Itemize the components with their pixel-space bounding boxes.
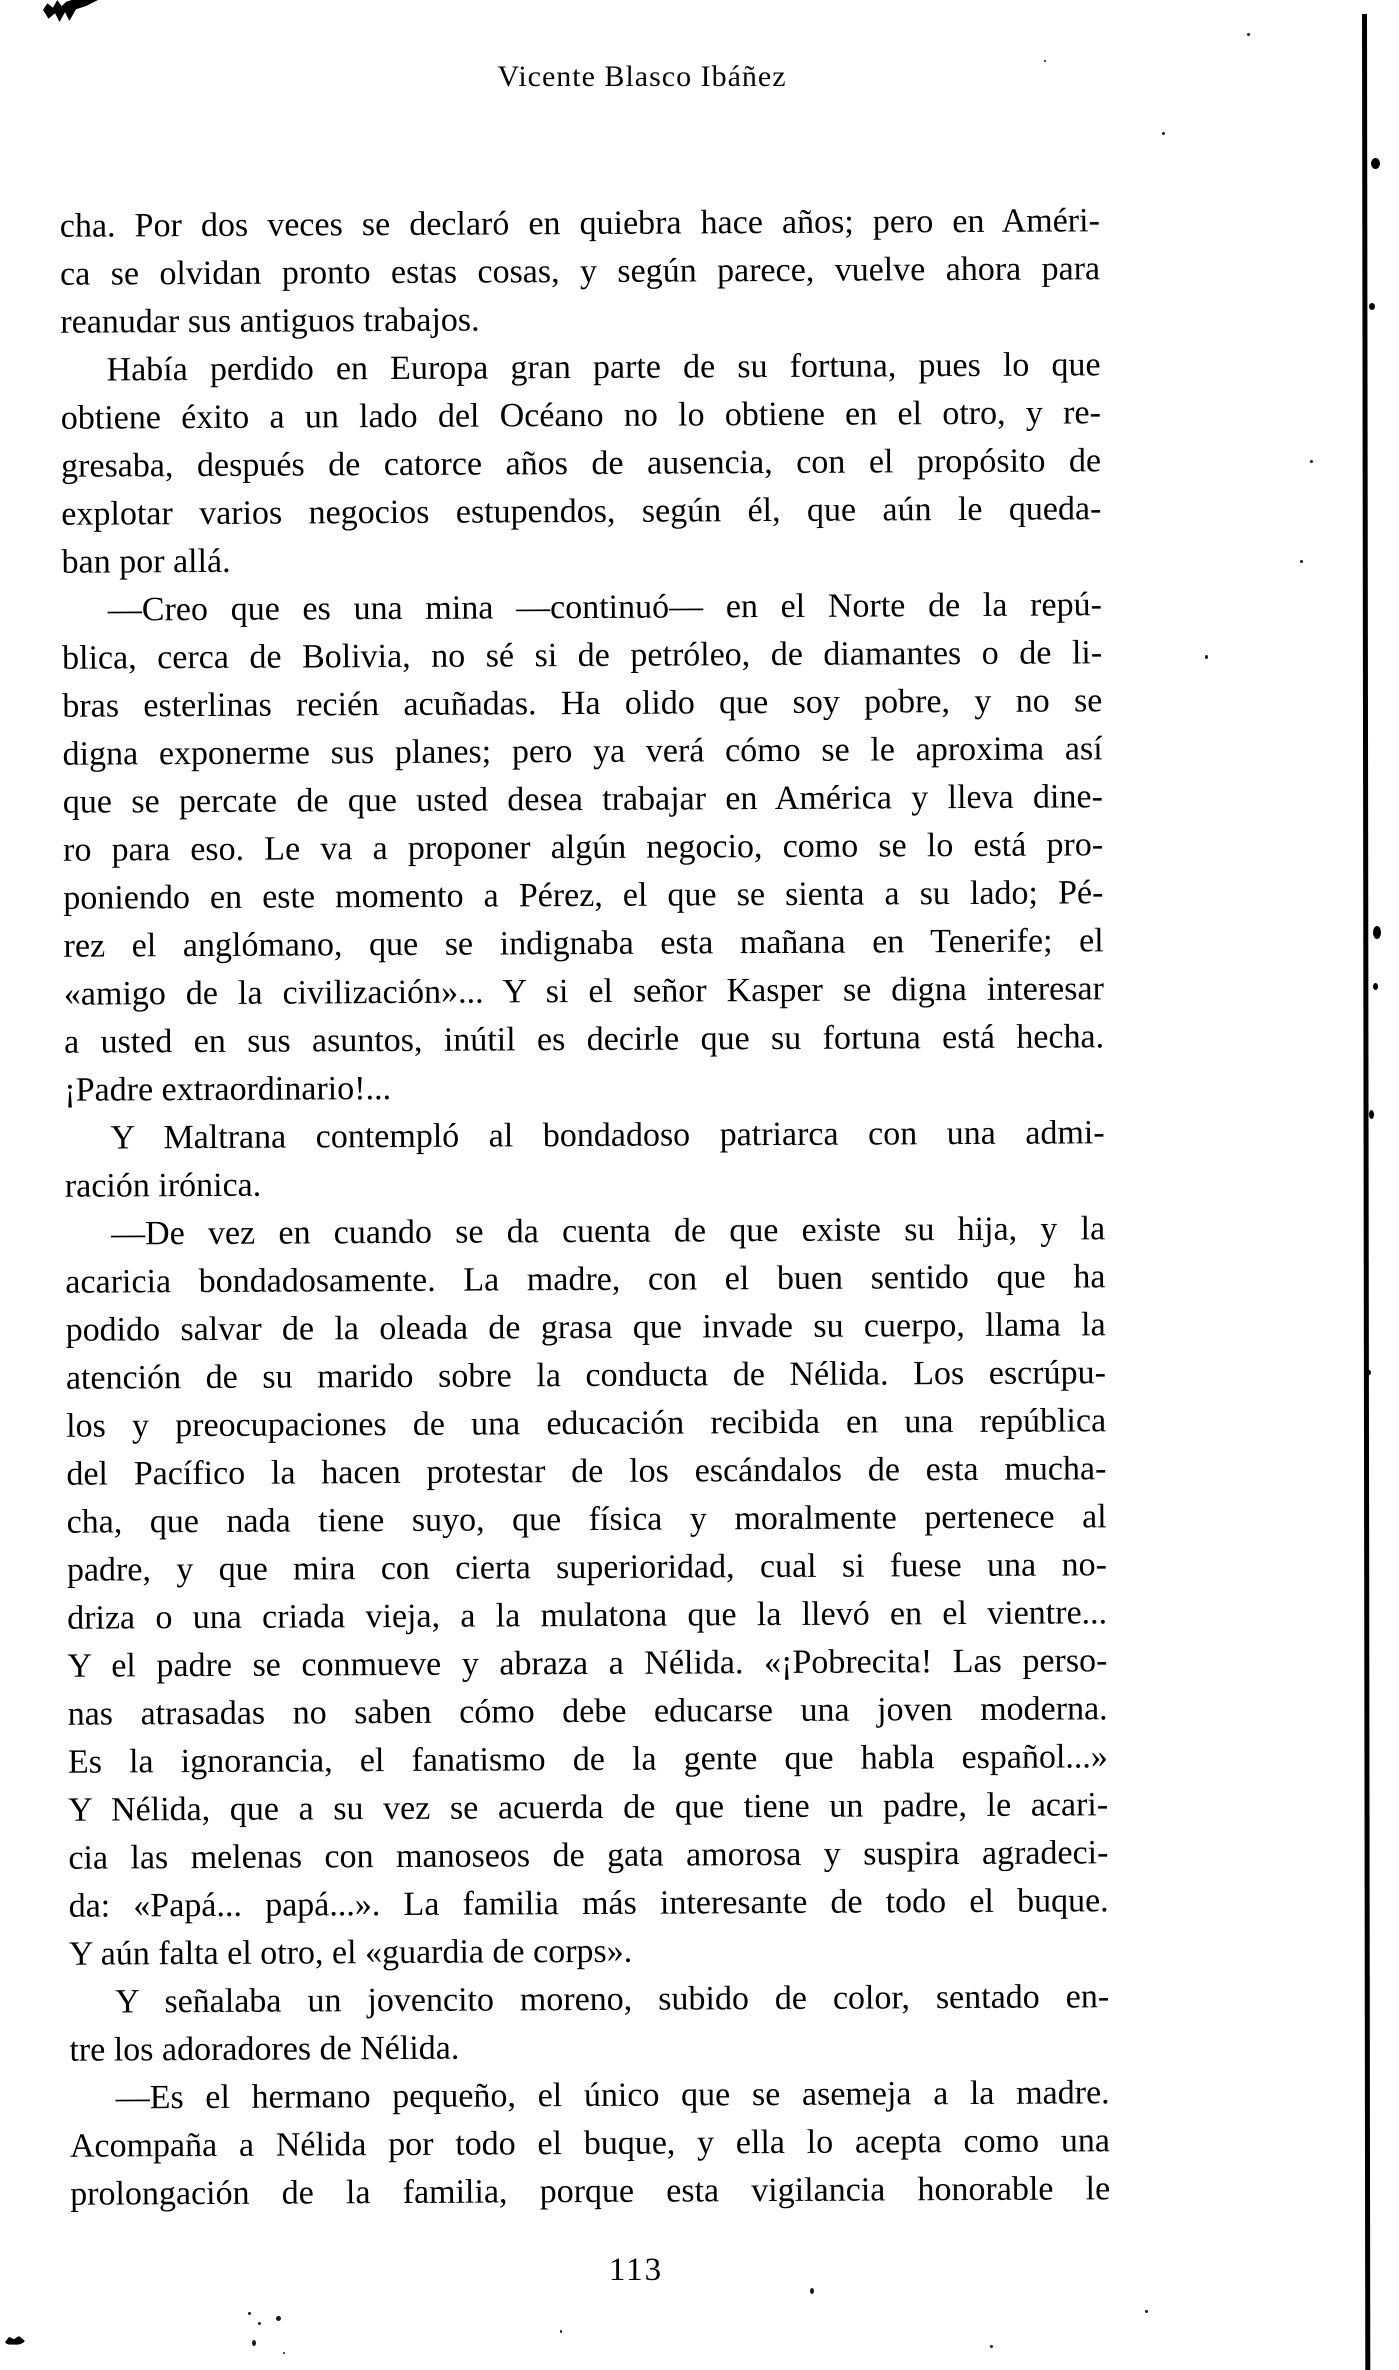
- text-line: cia las melenas con manoseos de gata amorosa y suspira agradeci-: [68, 1834, 1109, 1877]
- text-line: Acompaña a Nélida por todo el buque, y ella lo acepta como una: [69, 2122, 1110, 2165]
- text-line: ¡Padre extraordinario!...: [64, 1070, 392, 1109]
- text-line: los y preocupaciones de una educación recibida en una república: [66, 1402, 1107, 1445]
- text-line: podido salvar de la oleada de grasa que invade su cuerpo, llama la: [65, 1306, 1106, 1349]
- text-line: Y el padre se conmueve y abraza a Nélida. «¡Pobrecita! Las perso-: [67, 1642, 1108, 1685]
- text-line: atención de su marido sobre la conducta de Nélida. Los escrúpu-: [65, 1354, 1106, 1397]
- text-line: —Creo que es una mina —continuó— en el Norte de la repú-: [107, 586, 1102, 629]
- text-line: Es la ignorancia, el fanatismo de la gente que habla español...»: [67, 1738, 1108, 1781]
- ink-speck: [1369, 1110, 1374, 1119]
- noise-dot: [258, 2322, 261, 2325]
- text-line: acaricia bondadosamente. La madre, con el buen sentido que ha: [65, 1258, 1106, 1301]
- text-line: ban por allá.: [61, 542, 231, 581]
- ink-speck: [1369, 303, 1375, 310]
- text-line: reanudar sus antiguos trabajos.: [60, 301, 480, 341]
- text-line: Y Maltrana contempló al bondadoso patriarca con una admi-: [110, 1114, 1105, 1157]
- noise-dot: [990, 2345, 993, 2348]
- text-line: prolongación de la familia, porque esta vigilancia honorable le: [70, 2170, 1111, 2213]
- text-line: bras esterlinas recién acuñadas. Ha olido que soy pobre, y no se: [62, 682, 1103, 725]
- noise-dot: [1300, 560, 1303, 563]
- text-line: Y Nélida, que a su vez se acuerda de que tiene un padre, le acari-: [68, 1786, 1109, 1829]
- body-text: [60, 197, 1111, 2218]
- text-line: poniendo en este momento a Pérez, el que se sienta a su lado; Pé-: [63, 874, 1104, 917]
- text-line: «amigo de la civilización»... Y si el señor Kasper se digna interesar: [63, 970, 1104, 1013]
- text-line: del Pacífico la hacen protestar de los escándalos de esta mucha-: [66, 1450, 1107, 1493]
- text-line: ro para eso. Le va a proponer algún negocio, como se lo está pro-: [63, 826, 1104, 869]
- noise-dot: [1044, 60, 1046, 62]
- text-line: da: «Papá... papá...». La familia más interesante de todo el buque.: [68, 1882, 1109, 1925]
- text-line: explotar varios negocios estupendos, según él, que aún le queda-: [61, 490, 1102, 533]
- ink-speck: [1367, 1370, 1371, 1375]
- text-line: obtiene éxito a un lado del Océano no lo obtiene en el otro, y re-: [60, 394, 1101, 437]
- text-line: tre los adoradores de Nélida.: [69, 2029, 460, 2069]
- text-line: ca se olvidan pronto estas cosas, y según parece, vuelve ahora para: [60, 250, 1101, 293]
- text-line: Y aún falta el otro, el «guardia de corps».: [68, 1932, 633, 1973]
- text-line: nas atrasadas no saben cómo debe educarse una joven moderna.: [67, 1690, 1108, 1733]
- text-line: —Es el hermano pequeño, el único que se asemeja a la madre.: [115, 2074, 1110, 2117]
- text-line: Y señalaba un jovencito moreno, subido de color, sentado en-: [115, 1978, 1110, 2021]
- noise-dot: [276, 2316, 281, 2321]
- noise-dot: [248, 2312, 251, 2315]
- text-line: que se percate de que usted desea trabajar en América y lleva dine-: [62, 778, 1103, 821]
- noise-dot: [1145, 2310, 1148, 2313]
- text-line: —De vez en cuando se da cuenta de que existe su hija, y la: [111, 1210, 1106, 1253]
- scan-gutter-line: [1362, 14, 1370, 2370]
- noise-dot: [1162, 132, 1165, 135]
- text-line: cha. Por dos veces se declaró en quiebra hace años; pero en Améri-: [59, 202, 1100, 245]
- text-line: a usted en sus asuntos, inútil es decirle que su fortuna está hecha.: [64, 1018, 1105, 1061]
- ink-speck: [1371, 158, 1380, 169]
- noise-dot: [283, 2352, 285, 2354]
- ink-speck: [1373, 983, 1378, 990]
- text-line: digna exponerme sus planes; pero ya verá cómo se le aproxima así: [62, 730, 1103, 773]
- running-header-author: Vicente Blasco Ibáñez: [497, 60, 787, 93]
- scan-artifact-top-left: [43, 0, 98, 22]
- noise-dot: [810, 2288, 814, 2294]
- noise-dot: [1205, 655, 1208, 659]
- text-line: rez el anglómano, que se indignaba esta mañana en Tenerife; el: [63, 922, 1104, 965]
- noise-dot: [560, 2330, 562, 2333]
- text-line: gresaba, después de catorce años de ausencia, con el propósito de: [61, 442, 1102, 485]
- text-line: blica, cerca de Bolivia, no sé si de petróleo, de diamantes o de li-: [62, 634, 1103, 677]
- noise-dot: [252, 2340, 256, 2346]
- text-line: padre, y que mira con cierta superioridad, cual si fuese una no-: [66, 1546, 1107, 1589]
- text-line: driza o una criada vieja, a la mulatona que la llevó en el vientre...: [67, 1594, 1108, 1637]
- ink-speck: [1373, 926, 1381, 939]
- scan-artifact-bottom-left: [5, 2336, 25, 2345]
- text-line: Había perdido en Europa gran parte de su fortuna, pues lo que: [106, 346, 1101, 389]
- text-line: ración irónica.: [64, 1166, 262, 1205]
- page-number: 113: [608, 2252, 664, 2288]
- text-line: cha, que nada tiene suyo, que física y moralmente pertenece al: [66, 1498, 1107, 1541]
- noise-dot: [1310, 460, 1313, 463]
- noise-dot: [1247, 33, 1250, 36]
